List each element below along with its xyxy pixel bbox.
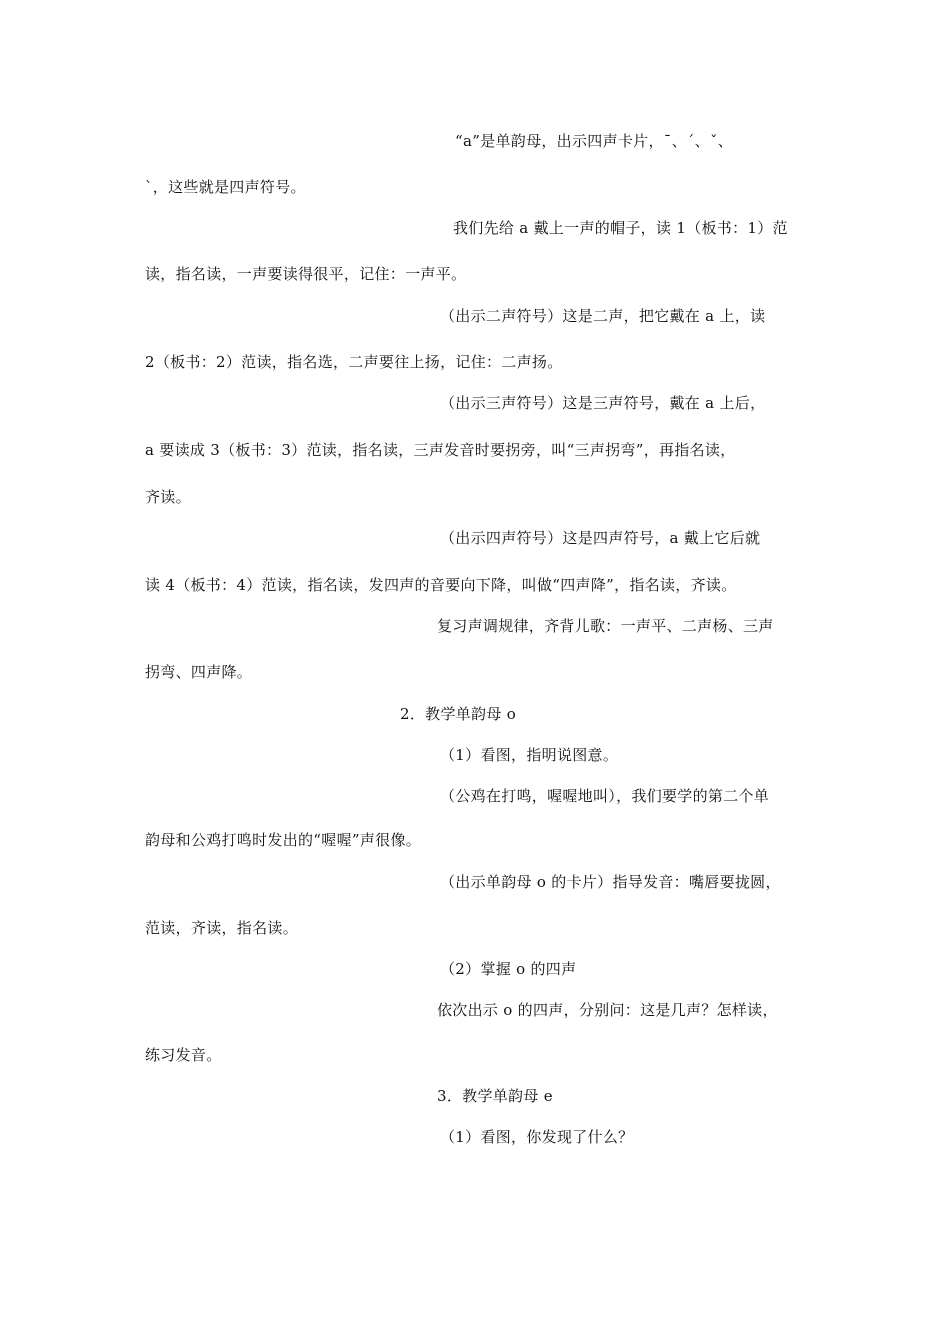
text-line: （出示单韵母 o 的卡片）指导发音：嘴唇要拢圆， xyxy=(440,873,781,891)
text-line: 我们先给 a 戴上一声的帽子，读 1（板书：1）范 xyxy=(453,219,788,237)
text-line: 2（板书：2）范读，指名选，二声要往上扬，记住：二声扬。 xyxy=(145,353,563,371)
text-line: 读，指名读，一声要读得很平，记住：一声平。 xyxy=(145,265,467,283)
text-line: （2）掌握 o 的四声 xyxy=(440,960,577,978)
text-line: a 要读成 3（板书：3）范读，指名读，三声发音时要拐旁，叫“三声拐弯”，再指名读， xyxy=(145,441,736,459)
section-heading: 2．教学单韵母 o xyxy=(400,705,517,723)
text-line: （出示二声符号）这是二声，把它戴在 a 上，读 xyxy=(440,307,766,325)
text-line: ˋ，这些就是四声符号。 xyxy=(145,178,306,196)
text-line: 韵母和公鸡打鸣时发出的“喔喔”声很像。 xyxy=(145,831,422,849)
text-line: （1）看图，你发现了什么？ xyxy=(440,1128,634,1146)
section-heading: 3．教学单韵母 e xyxy=(437,1087,553,1105)
text-line: （出示四声符号）这是四声符号，a 戴上它后就 xyxy=(440,529,761,547)
text-line: 齐读。 xyxy=(145,488,191,506)
text-line: （公鸡在打鸣，喔喔地叫），我们要学的第二个单 xyxy=(440,787,770,805)
text-line: “a”是单韵母，出示四声卡片，ˉ、ˊ、ˇ、 xyxy=(455,132,734,150)
text-line: （1）看图，指明说图意。 xyxy=(440,746,619,764)
text-line: （出示三声符号）这是三声符号，戴在 a 上后， xyxy=(440,394,766,412)
text-line: 练习发音。 xyxy=(145,1046,222,1064)
text-line: 范读，齐读，指名读。 xyxy=(145,919,299,937)
text-line: 依次出示 o 的四声，分别问：这是几声？怎样读， xyxy=(437,1001,778,1019)
text-line: 读 4（板书：4）范读，指名读，发四声的音要向下降，叫做“四声降”，指名读，齐读。 xyxy=(145,576,737,594)
text-line: 拐弯、四声降。 xyxy=(145,663,253,681)
text-line: 复习声调规律，齐背儿歌：一声平、二声杨、三声 xyxy=(437,617,774,635)
